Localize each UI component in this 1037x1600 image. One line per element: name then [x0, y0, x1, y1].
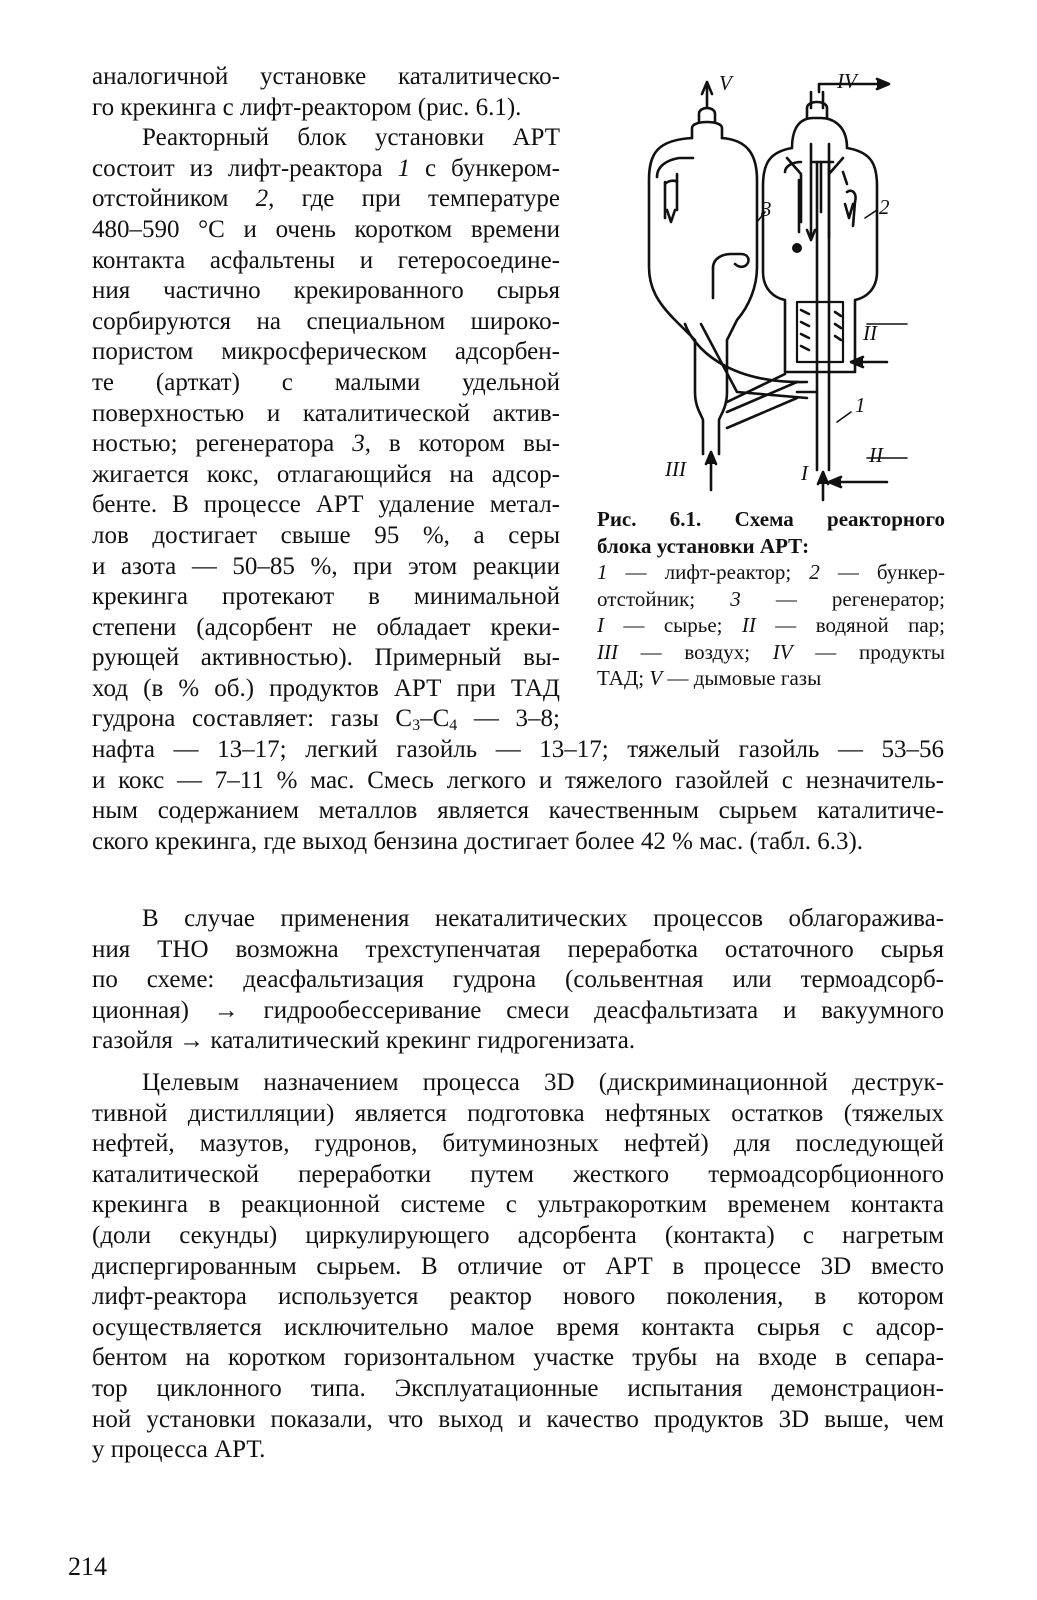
text-line: ной установки показали, что выход и качество продуктов 3D выше, чем	[92, 1405, 944, 1433]
text-line: Целевым назначением процесса 3D (дискриминационной деструк-	[142, 1069, 944, 1096]
steam-inlet-arrow-lower	[829, 477, 887, 487]
text-line: ционная) → гидрообессеривание смеси деасфальтизата и вакуумного	[92, 996, 944, 1024]
text-line: осуществляется исключительно малое время контакта сырья с адсор-	[92, 1313, 944, 1341]
text-line: пористом микросферическом адсорбен-	[92, 338, 560, 366]
regenerator-vessel	[649, 108, 757, 454]
text-line: степени (адсорбент не обладает креки-	[92, 613, 560, 641]
body-text-column	[92, 62, 560, 735]
text-line: III — воздух; IV — продукты	[597, 639, 945, 664]
label-3: 3	[761, 197, 772, 221]
text-line: 1 — лифт-реактор; 2 — бункер-	[597, 560, 945, 584]
text-line: жигается кокс, отлагающийся на адсор-	[92, 460, 560, 488]
label-ii-lower: II	[869, 443, 883, 467]
label-iii: III	[665, 457, 686, 481]
text-line: по схеме: деасфальтизация гудрона (сольвентная или термоадсорб-	[92, 966, 944, 994]
caption-title-line: блока установки АРТ:	[597, 533, 810, 558]
text-line: газойля → каталитический крекинг гидрогенизата.	[92, 1027, 636, 1055]
label-iv: IV	[837, 69, 857, 93]
text-line: диспергированным сырьем. В отличие от АРТ в процессе 3D вместо	[92, 1252, 944, 1280]
page-number: 214	[68, 1552, 107, 1581]
text-line: ным содержанием металлов является качественным сырьем каталитиче-	[92, 797, 944, 825]
text-line: и кокс — 7–11 % мас. Смесь легкого и тяжелого газойлей с незначитель-	[92, 766, 944, 794]
reactor-block-diagram	[597, 62, 957, 502]
text-line: сорбируются на специальном широко-	[92, 307, 560, 335]
caption-title-line: Рис. 6.1. Схема реакторного	[597, 507, 945, 531]
label-i: I	[801, 461, 808, 485]
text-line: отстойник; 3 — регенератор;	[597, 586, 945, 611]
text-line: (доли секунды) циркулирующего адсорбента (контакта) с нагретым	[92, 1221, 944, 1249]
text-line: ния частично крекированного сырья	[92, 277, 560, 305]
text-line: нафта — 13–17; легкий газойль — 13–17; тяжелый газойль — 53–56	[92, 736, 944, 763]
text-line: тор циклонного типа. Эксплуатационные испытания демонстрацион-	[92, 1374, 944, 1402]
paragraph-2	[92, 904, 944, 1057]
label-ii-upper: II	[863, 321, 877, 345]
steam-inlet-arrow-upper	[851, 357, 887, 367]
text-line: ностью; регенератора 3, в котором вы-	[92, 430, 561, 458]
text-line: ход (в % об.) продуктов АРТ при ТАД	[92, 674, 560, 702]
text-line: 480–590 °С и очень коротком времени	[92, 215, 560, 243]
text-line: лов достигает свыше 95 %, а серы	[92, 521, 560, 549]
text-line: состоит из лифт-реактора 1 с бункером-	[92, 154, 560, 182]
text-line: крекинга в реакционной системе с ультракоротким временем контакта	[92, 1191, 944, 1219]
text-line: бенте. В процессе АРТ удаление метал-	[92, 491, 560, 519]
text-line: бентом на коротком горизонтальном участке трубы на входе в сепара-	[92, 1344, 944, 1372]
text-line: лифт-реактора используется реактор нового поколения, в котором	[92, 1283, 944, 1311]
bunker-settler-vessel	[763, 92, 877, 372]
text-line: те (арткат) с малыми удельной	[92, 368, 560, 396]
text-line: каталитической переработки путем жесткого термоадсорбционного	[92, 1160, 944, 1188]
figure-caption	[597, 506, 945, 692]
text-line: ского крекинга, где выход бензина достигает более 42 % мас. (табл. 6.3).	[92, 827, 864, 855]
feed-inlet-arrow	[818, 472, 828, 500]
air-inlet-arrow	[706, 452, 716, 490]
text-line: крекинга протекают в минимальной	[92, 583, 560, 611]
body-text-continuation	[92, 735, 944, 857]
text-line: рующей активностью). Примерный вы-	[92, 644, 560, 672]
text-line: I — сырье; II — водяной пар;	[597, 613, 945, 637]
text-line: го крекинга с лифт-реактором (рис. 6.1).	[92, 93, 522, 121]
label-1: 1	[855, 393, 866, 417]
label-v: V	[719, 71, 732, 95]
text-line: нефтей, мазутов, гудронов, битуминозных нефтей) для последующей	[92, 1130, 944, 1158]
text-line: отстойником 2, где при температуре	[92, 185, 560, 213]
text-line: Реакторный блок установки АРТ	[142, 124, 560, 152]
paragraph-3	[92, 1068, 944, 1466]
text-line: ТАД; V — дымовые газы	[597, 666, 822, 690]
text-line: контакта асфальтены и гетеросоедине-	[92, 246, 560, 274]
text-line: В случае применения некаталитических процессов облагоражива-	[142, 905, 944, 932]
text-line: тивной дистилляции) является подготовка нефтяных остатков (тяжелых	[92, 1099, 944, 1127]
text-line: гудрона составляет: газы $С_3-С_4$ — 3–8;	[92, 705, 560, 735]
text-line: у процесса АРТ.	[92, 1436, 266, 1464]
text-line: и азота — 50–85 %, при этом реакции	[92, 552, 560, 580]
label-2: 2	[879, 195, 890, 219]
flue-gas-outlet-arrow	[702, 82, 712, 108]
text-line: ния ТНО возможна трехступенчатая переработка остаточного сырья	[92, 935, 944, 963]
text-line: поверхностью и каталитической актив-	[92, 399, 560, 427]
text-line: аналогичной установке каталитическо-	[92, 63, 560, 90]
